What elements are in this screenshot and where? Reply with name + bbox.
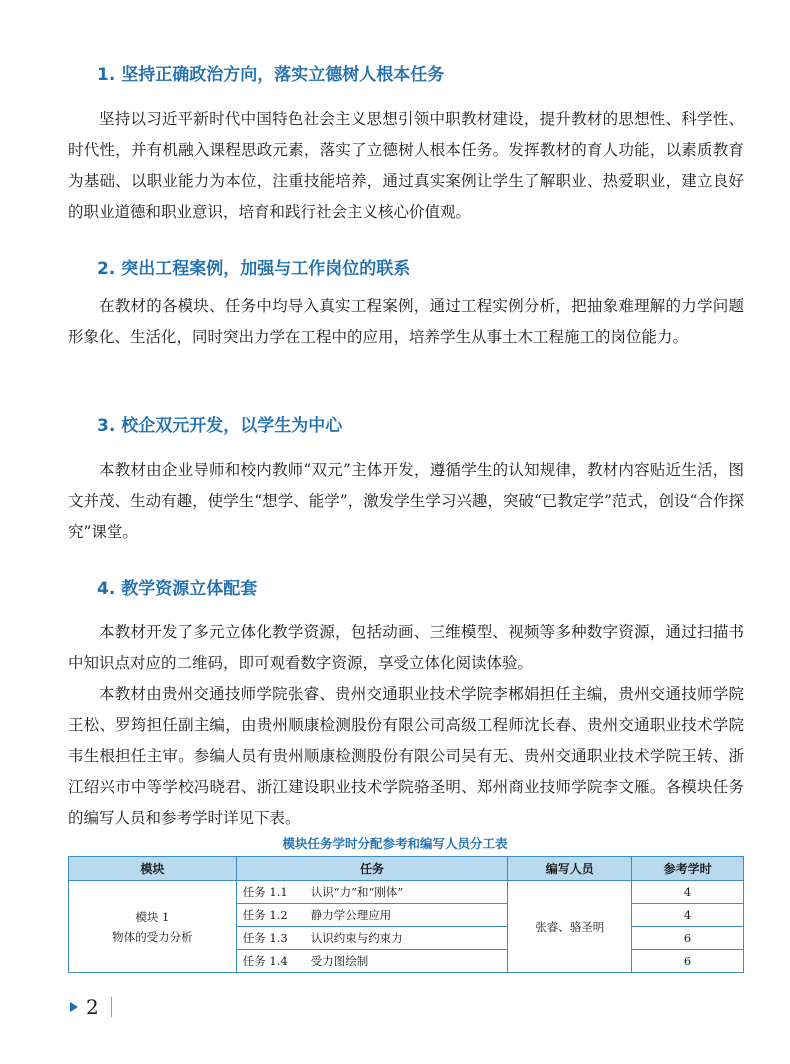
task-cell: [236, 927, 508, 950]
task-cell: [236, 881, 508, 904]
page-footer: [70, 994, 112, 1020]
hours-cell: 6: [632, 927, 744, 950]
header-module: 模块: [69, 857, 237, 881]
task-number: 任务 1.2: [242, 908, 288, 922]
table-row: [69, 881, 744, 904]
module-number: 模块 1: [135, 909, 170, 924]
page-divider: [111, 997, 112, 1017]
page-number: 2: [86, 995, 99, 1019]
task-name: 认识约束与约束力: [310, 931, 403, 945]
section-2-heading: 2. 突出工程案例，加强与工作岗位的联系: [97, 259, 411, 279]
task-cell: [236, 904, 508, 927]
task-name: 静力学公理应用: [310, 908, 392, 922]
header-author: 编写人员: [508, 857, 632, 881]
module-cell: [69, 881, 237, 973]
task-number: 任务 1.3: [242, 931, 288, 945]
table-title: 模块任务学时分配参考和编写人员分工表: [282, 836, 508, 851]
section-1-paragraph: 坚持以习近平新时代中国特色社会主义思想引领中职教材建设，提升教材的思想性、科学性、时代性，并有机融入课程思政元素，落实了立德树人根本任务。发挥教材的育人功能，以素质教育为基础、以职业能力为本位，注重技能培养，通过真实案例让学生了解职业、热爱职业，建立良好的职业道德和职业意识，培育和践行社会主义核心价值观。: [68, 110, 744, 221]
section-1-heading: 1. 坚持正确政治方向，落实立德树人根本任务: [97, 65, 445, 85]
header-hours: 参考学时: [632, 857, 744, 881]
task-cell: [236, 950, 508, 973]
task-name: 认识“力”和“刚体”: [310, 885, 404, 899]
section-2-paragraph: 在教材的各模块、任务中均导入真实工程案例，通过工程实例分析，把抽象难理解的力学问题形象化、生活化，同时突出力学在工程中的应用，培养学生从事土木工程施工的岗位能力。: [68, 297, 744, 346]
section-3-paragraph: 本教材由企业导师和校内教师“双元”主体开发，遵循学生的认知规律，教材内容贴近生活，图文并茂、生动有趣，使学生“想学、能学”，激发学生学习兴趣，突破“已教定学”范式，创设“合作探究”课堂。: [68, 461, 744, 541]
hours-cell: 4: [632, 904, 744, 927]
header-task: 任务: [236, 857, 508, 881]
task-name: 受力图绘制: [310, 954, 369, 968]
section-4-paragraph-2: 本教材由贵州交通技师学院张睿、贵州交通职业技术学院李郴娟担任主编，贵州交通技师学院王松、罗筠担任副主编，由贵州顺康检测股份有限公司高级工程师沈长春、贵州交通职业技术学院韦生根担任主审。参编人员有贵州顺康检测股份有限公司吴有无、贵州交通职业技术学院王转、浙江绍兴市中等学校冯晓君、浙江建设职业技术学院骆圣明、郑州商业技师学院李文雁。各模块任务的编写人员和参考学时详见下表。: [68, 685, 744, 827]
hours-cell: 6: [632, 950, 744, 973]
section-4-paragraph-1: 本教材开发了多元立体化教学资源，包括动画、三维模型、视频等多种数字资源，通过扫描书中知识点对应的二维码，即可观看数字资源，享受立体化阅读体验。: [68, 623, 744, 672]
task-number: 任务 1.4: [242, 954, 288, 968]
section-3-heading: 3. 校企双元开发，以学生为中心: [97, 416, 343, 436]
task-number: 任务 1.1: [242, 885, 288, 899]
section-4-heading: 4. 教学资源立体配套: [97, 579, 258, 599]
author-cell: 张睿、骆圣明: [508, 881, 632, 973]
page-arrow-icon: [70, 1002, 78, 1012]
table-header-row: [69, 857, 744, 881]
hours-cell: 4: [632, 881, 744, 904]
assignment-table: [68, 856, 744, 973]
module-name: 物体的受力分析: [112, 929, 193, 944]
